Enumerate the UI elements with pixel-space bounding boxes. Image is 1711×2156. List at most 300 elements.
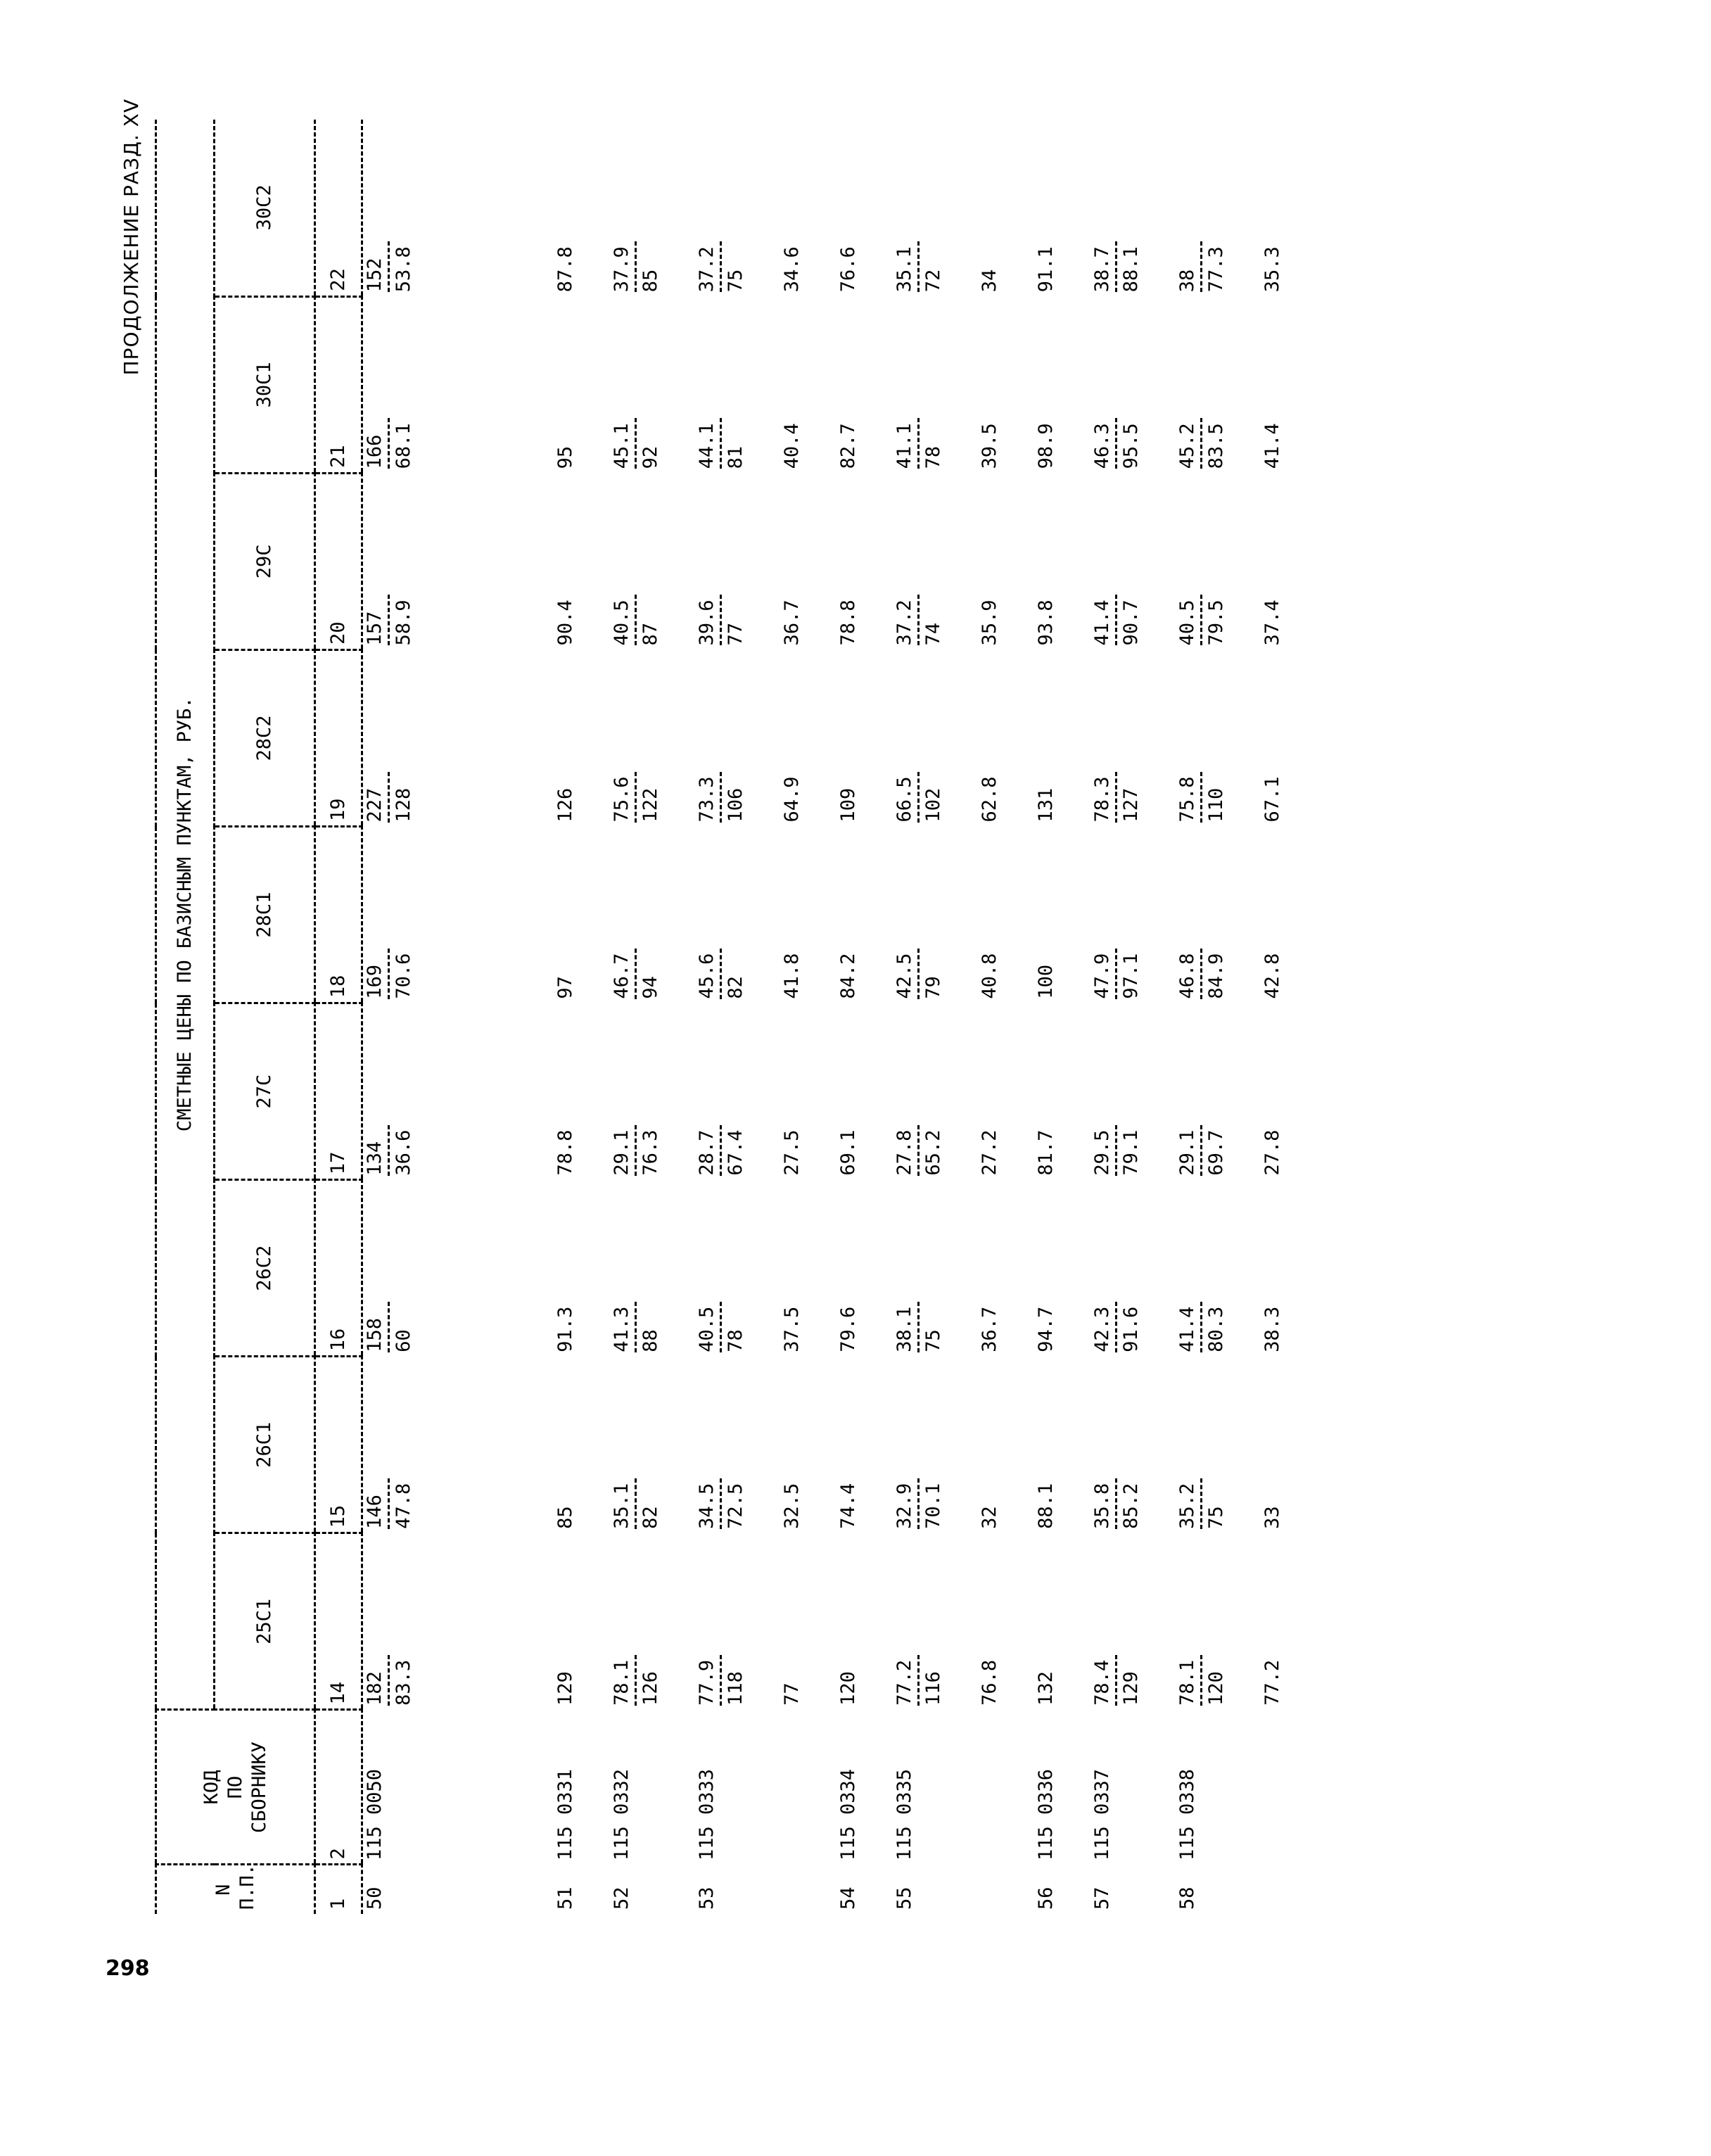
price-value: 36.7 xyxy=(979,1306,1000,1352)
price-value: 28.7 xyxy=(696,1129,718,1176)
fraction-bar xyxy=(388,1302,390,1352)
price-cell xyxy=(1090,1003,1176,1180)
price-value: 41.3 xyxy=(611,1306,632,1352)
price-cell xyxy=(893,1003,978,1180)
price-cell xyxy=(780,120,837,296)
column-numbers xyxy=(315,120,362,1914)
price-cell xyxy=(1261,649,1317,826)
price-cell xyxy=(554,473,610,649)
price-value: 41.4 xyxy=(1091,600,1113,646)
price-value: 79.6 xyxy=(837,1306,859,1352)
table-row xyxy=(1034,120,1090,1914)
row-code: 115 0338 xyxy=(1176,1768,1198,1860)
price-cell xyxy=(1176,649,1261,826)
price-value: 90.4 xyxy=(554,600,576,646)
price-cell xyxy=(1034,649,1090,826)
price-value-lower: 83.5 xyxy=(1205,423,1227,469)
price-cell xyxy=(610,473,695,649)
price-cell xyxy=(695,473,780,649)
price-value: 85 xyxy=(554,1506,576,1529)
price-value-lower: 94 xyxy=(640,976,661,999)
column-header: 26С2 xyxy=(215,1180,315,1357)
price-cell xyxy=(978,827,1034,1003)
price-value-lower: 120 xyxy=(1205,1671,1227,1706)
price-value: 84.2 xyxy=(837,953,859,999)
price-value-lower: 88 xyxy=(640,1329,661,1352)
price-cell xyxy=(893,1357,978,1533)
price-cell xyxy=(554,1533,610,1710)
fraction-bar xyxy=(635,1302,637,1352)
price-value: 41.4 xyxy=(1261,423,1283,469)
fraction-bar xyxy=(1115,418,1117,469)
table-row xyxy=(1261,120,1317,1914)
price-cell xyxy=(978,1357,1034,1533)
price-value: 27.2 xyxy=(979,1129,1000,1176)
price-value: 37.9 xyxy=(611,246,632,293)
price-cell xyxy=(1176,1003,1261,1180)
table-row xyxy=(1090,120,1176,1914)
price-value-lower: 72 xyxy=(922,269,944,293)
fraction-bar xyxy=(720,1478,722,1529)
price-cell xyxy=(1261,296,1317,473)
column-number: 1 xyxy=(315,1865,362,1914)
fraction-bar xyxy=(1200,241,1202,292)
price-cell xyxy=(780,1533,837,1710)
price-cell xyxy=(610,120,695,296)
price-value-lower: 77.3 xyxy=(1205,246,1227,293)
price-cell xyxy=(1176,1533,1261,1710)
price-value: 93.8 xyxy=(1035,600,1057,646)
price-value: 76.6 xyxy=(837,246,859,293)
price-value: 77.2 xyxy=(1261,1659,1283,1706)
price-cell xyxy=(1034,1357,1090,1533)
table-row xyxy=(780,120,837,1914)
page-number: 298 xyxy=(106,1956,150,1981)
price-value: 158 xyxy=(364,1317,386,1352)
price-value: 36.7 xyxy=(781,600,803,646)
price-cell xyxy=(1034,473,1090,649)
price-value-lower: 58.9 xyxy=(393,600,414,646)
row-spacer xyxy=(448,120,554,1914)
price-cell xyxy=(554,1003,610,1180)
price-value: 35.8 xyxy=(1091,1483,1113,1529)
price-cell xyxy=(837,1533,893,1710)
table-row xyxy=(978,120,1034,1914)
table-row xyxy=(610,120,695,1914)
price-value: 35.9 xyxy=(979,600,1000,646)
price-cell xyxy=(1034,120,1090,296)
price-value: 37.2 xyxy=(893,600,915,646)
price-value: 120 xyxy=(837,1671,859,1706)
price-value-lower: 80.3 xyxy=(1205,1306,1227,1352)
table-row xyxy=(837,120,893,1914)
price-value-lower: 75 xyxy=(1205,1506,1227,1529)
price-value: 77.9 xyxy=(696,1659,718,1706)
price-value-lower: 79 xyxy=(922,976,944,999)
price-value: 39.6 xyxy=(696,600,718,646)
price-value: 78.1 xyxy=(1176,1659,1198,1706)
price-value: 42.3 xyxy=(1091,1306,1113,1352)
price-cell xyxy=(780,1003,837,1180)
price-value: 67.1 xyxy=(1261,776,1283,823)
table-row xyxy=(554,120,610,1914)
row-code: 115 0331 xyxy=(554,1768,576,1860)
price-value: 41.1 xyxy=(893,423,915,469)
price-value: 64.9 xyxy=(781,776,803,823)
row-number: 54 xyxy=(837,1886,859,1910)
fraction-bar xyxy=(1115,595,1117,645)
price-cell xyxy=(1034,827,1090,1003)
fraction-bar xyxy=(635,1125,637,1176)
price-cell xyxy=(1090,1180,1176,1357)
price-cell xyxy=(893,296,978,473)
column-number: 14 xyxy=(315,1533,362,1710)
price-cell xyxy=(695,649,780,826)
price-value: 69.1 xyxy=(837,1129,859,1176)
price-value: 78.3 xyxy=(1091,776,1113,823)
row-number: 53 xyxy=(696,1886,718,1910)
price-value: 38.3 xyxy=(1261,1306,1283,1352)
fraction-bar xyxy=(720,1125,722,1176)
header-group: СМЕТНЫЕ ЦЕНЫ ПО БАЗИСНЫМ ПУНКТАМ, РУБ. xyxy=(156,120,215,1710)
price-value: 82.7 xyxy=(837,423,859,469)
price-value-lower: 81 xyxy=(725,445,746,469)
fraction-bar xyxy=(635,418,637,469)
fraction-bar xyxy=(1200,1302,1202,1352)
price-cell xyxy=(554,120,610,296)
price-cell xyxy=(1090,1357,1176,1533)
price-value: 45.6 xyxy=(696,953,718,999)
price-value: 37.4 xyxy=(1261,600,1283,646)
price-value: 169 xyxy=(364,964,386,999)
price-cell xyxy=(610,1533,695,1710)
price-cell xyxy=(695,1533,780,1710)
price-value-lower: 129 xyxy=(1120,1671,1142,1706)
price-value: 97 xyxy=(554,976,576,999)
column-number: 15 xyxy=(315,1357,362,1533)
price-value: 152 xyxy=(364,258,386,293)
price-value: 32 xyxy=(979,1506,1000,1529)
price-cell xyxy=(780,1357,837,1533)
header-code xyxy=(156,1710,315,1865)
header-np xyxy=(156,1865,315,1914)
price-value: 98.9 xyxy=(1035,423,1057,469)
row-number: 58 xyxy=(1176,1886,1198,1910)
price-value-lower: 78 xyxy=(725,1329,746,1352)
fraction-bar xyxy=(1200,949,1202,999)
fraction-bar xyxy=(917,1302,920,1352)
fraction-bar xyxy=(1200,418,1202,469)
row-number: 52 xyxy=(611,1886,632,1910)
fraction-bar xyxy=(720,1655,722,1706)
price-cell xyxy=(893,827,978,1003)
price-cell xyxy=(554,296,610,473)
price-cell xyxy=(978,296,1034,473)
price-value-lower: 76.3 xyxy=(640,1129,661,1176)
price-cell xyxy=(1261,120,1317,296)
price-value-lower: 83.3 xyxy=(393,1659,414,1706)
fraction-bar xyxy=(635,595,637,645)
price-value: 38.1 xyxy=(893,1306,915,1352)
fraction-bar xyxy=(1115,241,1117,292)
row-code: 115 0334 xyxy=(837,1768,859,1860)
price-value-lower: 75 xyxy=(922,1329,944,1352)
price-cell xyxy=(610,1003,695,1180)
price-cell xyxy=(780,649,837,826)
fraction-bar xyxy=(1200,772,1202,823)
price-value: 134 xyxy=(364,1141,386,1176)
row-number: 57 xyxy=(1091,1886,1113,1910)
price-value: 126 xyxy=(554,787,576,823)
fraction-bar xyxy=(720,1302,722,1352)
price-cell xyxy=(1261,1180,1317,1357)
row-code: 115 0333 xyxy=(696,1768,718,1860)
column-header: 26С1 xyxy=(215,1357,315,1533)
price-cell xyxy=(1034,1533,1090,1710)
price-value-lower: 102 xyxy=(922,787,944,823)
price-value: 91.3 xyxy=(554,1306,576,1352)
price-value-lower: 36.6 xyxy=(393,1129,414,1176)
price-value-lower: 87 xyxy=(640,622,661,646)
price-cell xyxy=(1090,649,1176,826)
price-cell xyxy=(1261,1003,1317,1180)
table-row xyxy=(1176,120,1261,1914)
price-value: 45.2 xyxy=(1176,423,1198,469)
price-cell xyxy=(837,1180,893,1357)
fraction-bar xyxy=(1200,1125,1202,1176)
price-cell xyxy=(610,827,695,1003)
price-value: 77 xyxy=(781,1682,803,1706)
fraction-bar xyxy=(1200,1655,1202,1706)
price-cell xyxy=(978,1180,1034,1357)
fraction-bar xyxy=(388,595,390,645)
row-number xyxy=(780,1865,837,1914)
price-value-lower: 110 xyxy=(1205,787,1227,823)
price-value-lower: 72.5 xyxy=(725,1483,746,1529)
price-cell xyxy=(554,827,610,1003)
column-header: 27С xyxy=(215,1003,315,1180)
price-value: 132 xyxy=(1035,1671,1057,1706)
price-cell xyxy=(780,296,837,473)
price-cell xyxy=(1090,120,1176,296)
price-cell xyxy=(362,1003,449,1180)
price-cell xyxy=(837,1003,893,1180)
price-value: 74.4 xyxy=(837,1483,859,1529)
price-value: 166 xyxy=(364,434,386,469)
row-number: 51 xyxy=(554,1886,576,1910)
price-cell xyxy=(1090,827,1176,1003)
price-cell xyxy=(362,296,449,473)
price-value-lower: 128 xyxy=(393,787,414,823)
price-value: 75.6 xyxy=(611,776,632,823)
price-value: 29.1 xyxy=(1176,1129,1198,1176)
price-cell xyxy=(893,120,978,296)
price-value-lower: 116 xyxy=(922,1671,944,1706)
price-cell xyxy=(1034,1003,1090,1180)
price-value-lower: 118 xyxy=(725,1671,746,1706)
price-value: 75.8 xyxy=(1176,776,1198,823)
fraction-bar xyxy=(720,595,722,645)
price-cell xyxy=(780,473,837,649)
rotated-page-content xyxy=(120,84,1632,1914)
price-cell xyxy=(1261,827,1317,1003)
fraction-bar xyxy=(720,418,722,469)
price-value: 27.5 xyxy=(781,1129,803,1176)
fraction-bar xyxy=(917,1125,920,1176)
price-value-lower: 70.6 xyxy=(393,953,414,999)
price-cell xyxy=(1090,473,1176,649)
price-value: 37.2 xyxy=(696,246,718,293)
price-cell xyxy=(1176,827,1261,1003)
fraction-bar xyxy=(635,241,637,292)
price-value-lower: 70.1 xyxy=(922,1483,944,1529)
row-number xyxy=(978,1865,1034,1914)
fraction-bar xyxy=(1115,1478,1117,1529)
price-value: 157 xyxy=(364,611,386,646)
price-value-lower: 77 xyxy=(725,622,746,646)
price-cell xyxy=(695,1357,780,1533)
price-cell xyxy=(1261,1357,1317,1533)
price-value-lower: 53.8 xyxy=(393,246,414,293)
fraction-bar xyxy=(917,1655,920,1706)
price-value-lower: 60 xyxy=(393,1329,414,1352)
price-value: 62.8 xyxy=(979,776,1000,823)
price-cell xyxy=(695,827,780,1003)
row-code: 115 0332 xyxy=(611,1768,632,1860)
fraction-bar xyxy=(635,1655,637,1706)
price-value: 37.5 xyxy=(781,1306,803,1352)
fraction-bar xyxy=(388,1655,390,1706)
price-value-lower: 85.2 xyxy=(1120,1483,1142,1529)
column-number: 16 xyxy=(315,1180,362,1357)
price-value-lower: 84.9 xyxy=(1205,953,1227,999)
row-code xyxy=(1261,1710,1317,1865)
price-cell xyxy=(837,827,893,1003)
price-cell xyxy=(610,1357,695,1533)
price-cell xyxy=(1261,473,1317,649)
price-value: 46.3 xyxy=(1091,423,1113,469)
price-value: 34.6 xyxy=(781,246,803,293)
price-cell xyxy=(362,649,449,826)
price-value: 94.7 xyxy=(1035,1306,1057,1352)
price-value: 46.7 xyxy=(611,953,632,999)
fraction-bar xyxy=(1200,595,1202,645)
table-header xyxy=(156,120,362,1914)
price-cell xyxy=(978,473,1034,649)
price-cell xyxy=(610,649,695,826)
price-value: 29.1 xyxy=(611,1129,632,1176)
price-value: 95 xyxy=(554,445,576,469)
price-value-lower: 90.7 xyxy=(1120,600,1142,646)
price-cell xyxy=(837,1357,893,1533)
header-np-text: N П.П. xyxy=(212,1863,258,1910)
fraction-bar xyxy=(1115,949,1117,999)
header-code-text: КОД ПО СБОРНИКУ xyxy=(200,1741,270,1833)
fraction-bar xyxy=(388,241,390,292)
price-value: 33 xyxy=(1261,1506,1283,1529)
price-cell xyxy=(837,473,893,649)
price-value-lower: 65.2 xyxy=(922,1129,944,1176)
price-value: 34.5 xyxy=(696,1483,718,1529)
price-value: 38 xyxy=(1176,269,1198,293)
fraction-bar xyxy=(1115,1125,1117,1176)
price-value-lower: 47.8 xyxy=(393,1483,414,1529)
column-number: 22 xyxy=(315,120,362,296)
price-value: 40.5 xyxy=(611,600,632,646)
price-value-lower: 95.5 xyxy=(1120,423,1142,469)
price-cell xyxy=(1090,1533,1176,1710)
price-value-lower: 69.7 xyxy=(1205,1129,1227,1176)
running-head: ПРОДОЛЖЕНИЕ РАЗД. XV xyxy=(120,99,143,376)
price-cell xyxy=(837,296,893,473)
price-cell xyxy=(695,296,780,473)
price-cell xyxy=(893,473,978,649)
price-cell xyxy=(978,649,1034,826)
price-value: 73.3 xyxy=(696,776,718,823)
price-value-lower: 92 xyxy=(640,445,661,469)
price-cell xyxy=(362,473,449,649)
fraction-bar xyxy=(388,949,390,999)
price-cell xyxy=(1090,296,1176,473)
price-cell xyxy=(695,1180,780,1357)
price-value: 41.8 xyxy=(781,953,803,999)
fraction-bar xyxy=(388,772,390,823)
price-cell xyxy=(695,120,780,296)
fraction-bar xyxy=(635,949,637,999)
price-cell xyxy=(837,120,893,296)
price-value: 100 xyxy=(1035,964,1057,999)
price-value-lower: 79.5 xyxy=(1205,600,1227,646)
price-value: 87.8 xyxy=(554,246,576,293)
price-value: 42.8 xyxy=(1261,953,1283,999)
row-number: 50 xyxy=(364,1886,386,1910)
column-header: 28С1 xyxy=(215,827,315,1003)
column-number: 17 xyxy=(315,1003,362,1180)
fraction-bar xyxy=(917,418,920,469)
price-cell xyxy=(1176,296,1261,473)
price-cell xyxy=(610,296,695,473)
price-value-lower: 126 xyxy=(640,1671,661,1706)
row-code: 115 0336 xyxy=(1035,1768,1057,1860)
price-value-lower: 82 xyxy=(725,976,746,999)
column-header: 28С2 xyxy=(215,649,315,826)
column-header: 29С xyxy=(215,473,315,649)
fraction-bar xyxy=(917,595,920,645)
price-cell xyxy=(978,120,1034,296)
price-cell xyxy=(978,1533,1034,1710)
price-cell xyxy=(893,649,978,826)
column-number: 19 xyxy=(315,649,362,826)
price-value: 131 xyxy=(1035,787,1057,823)
price-value-lower: 79.1 xyxy=(1120,1129,1142,1176)
fraction-bar xyxy=(917,1478,920,1529)
column-number: 21 xyxy=(315,296,362,473)
price-value: 227 xyxy=(364,787,386,823)
row-code: 115 0050 xyxy=(364,1768,386,1860)
price-cell xyxy=(780,827,837,1003)
table-row xyxy=(362,120,449,1914)
spacer-cell xyxy=(448,120,554,1914)
price-value-lower: 67.4 xyxy=(725,1129,746,1176)
price-cell xyxy=(362,1180,449,1357)
column-number: 2 xyxy=(315,1710,362,1865)
price-cell xyxy=(1176,1180,1261,1357)
price-cell xyxy=(1261,1533,1317,1710)
price-value: 45.1 xyxy=(611,423,632,469)
price-value: 182 xyxy=(364,1671,386,1706)
fraction-bar xyxy=(917,949,920,999)
price-value-lower: 78 xyxy=(922,445,944,469)
